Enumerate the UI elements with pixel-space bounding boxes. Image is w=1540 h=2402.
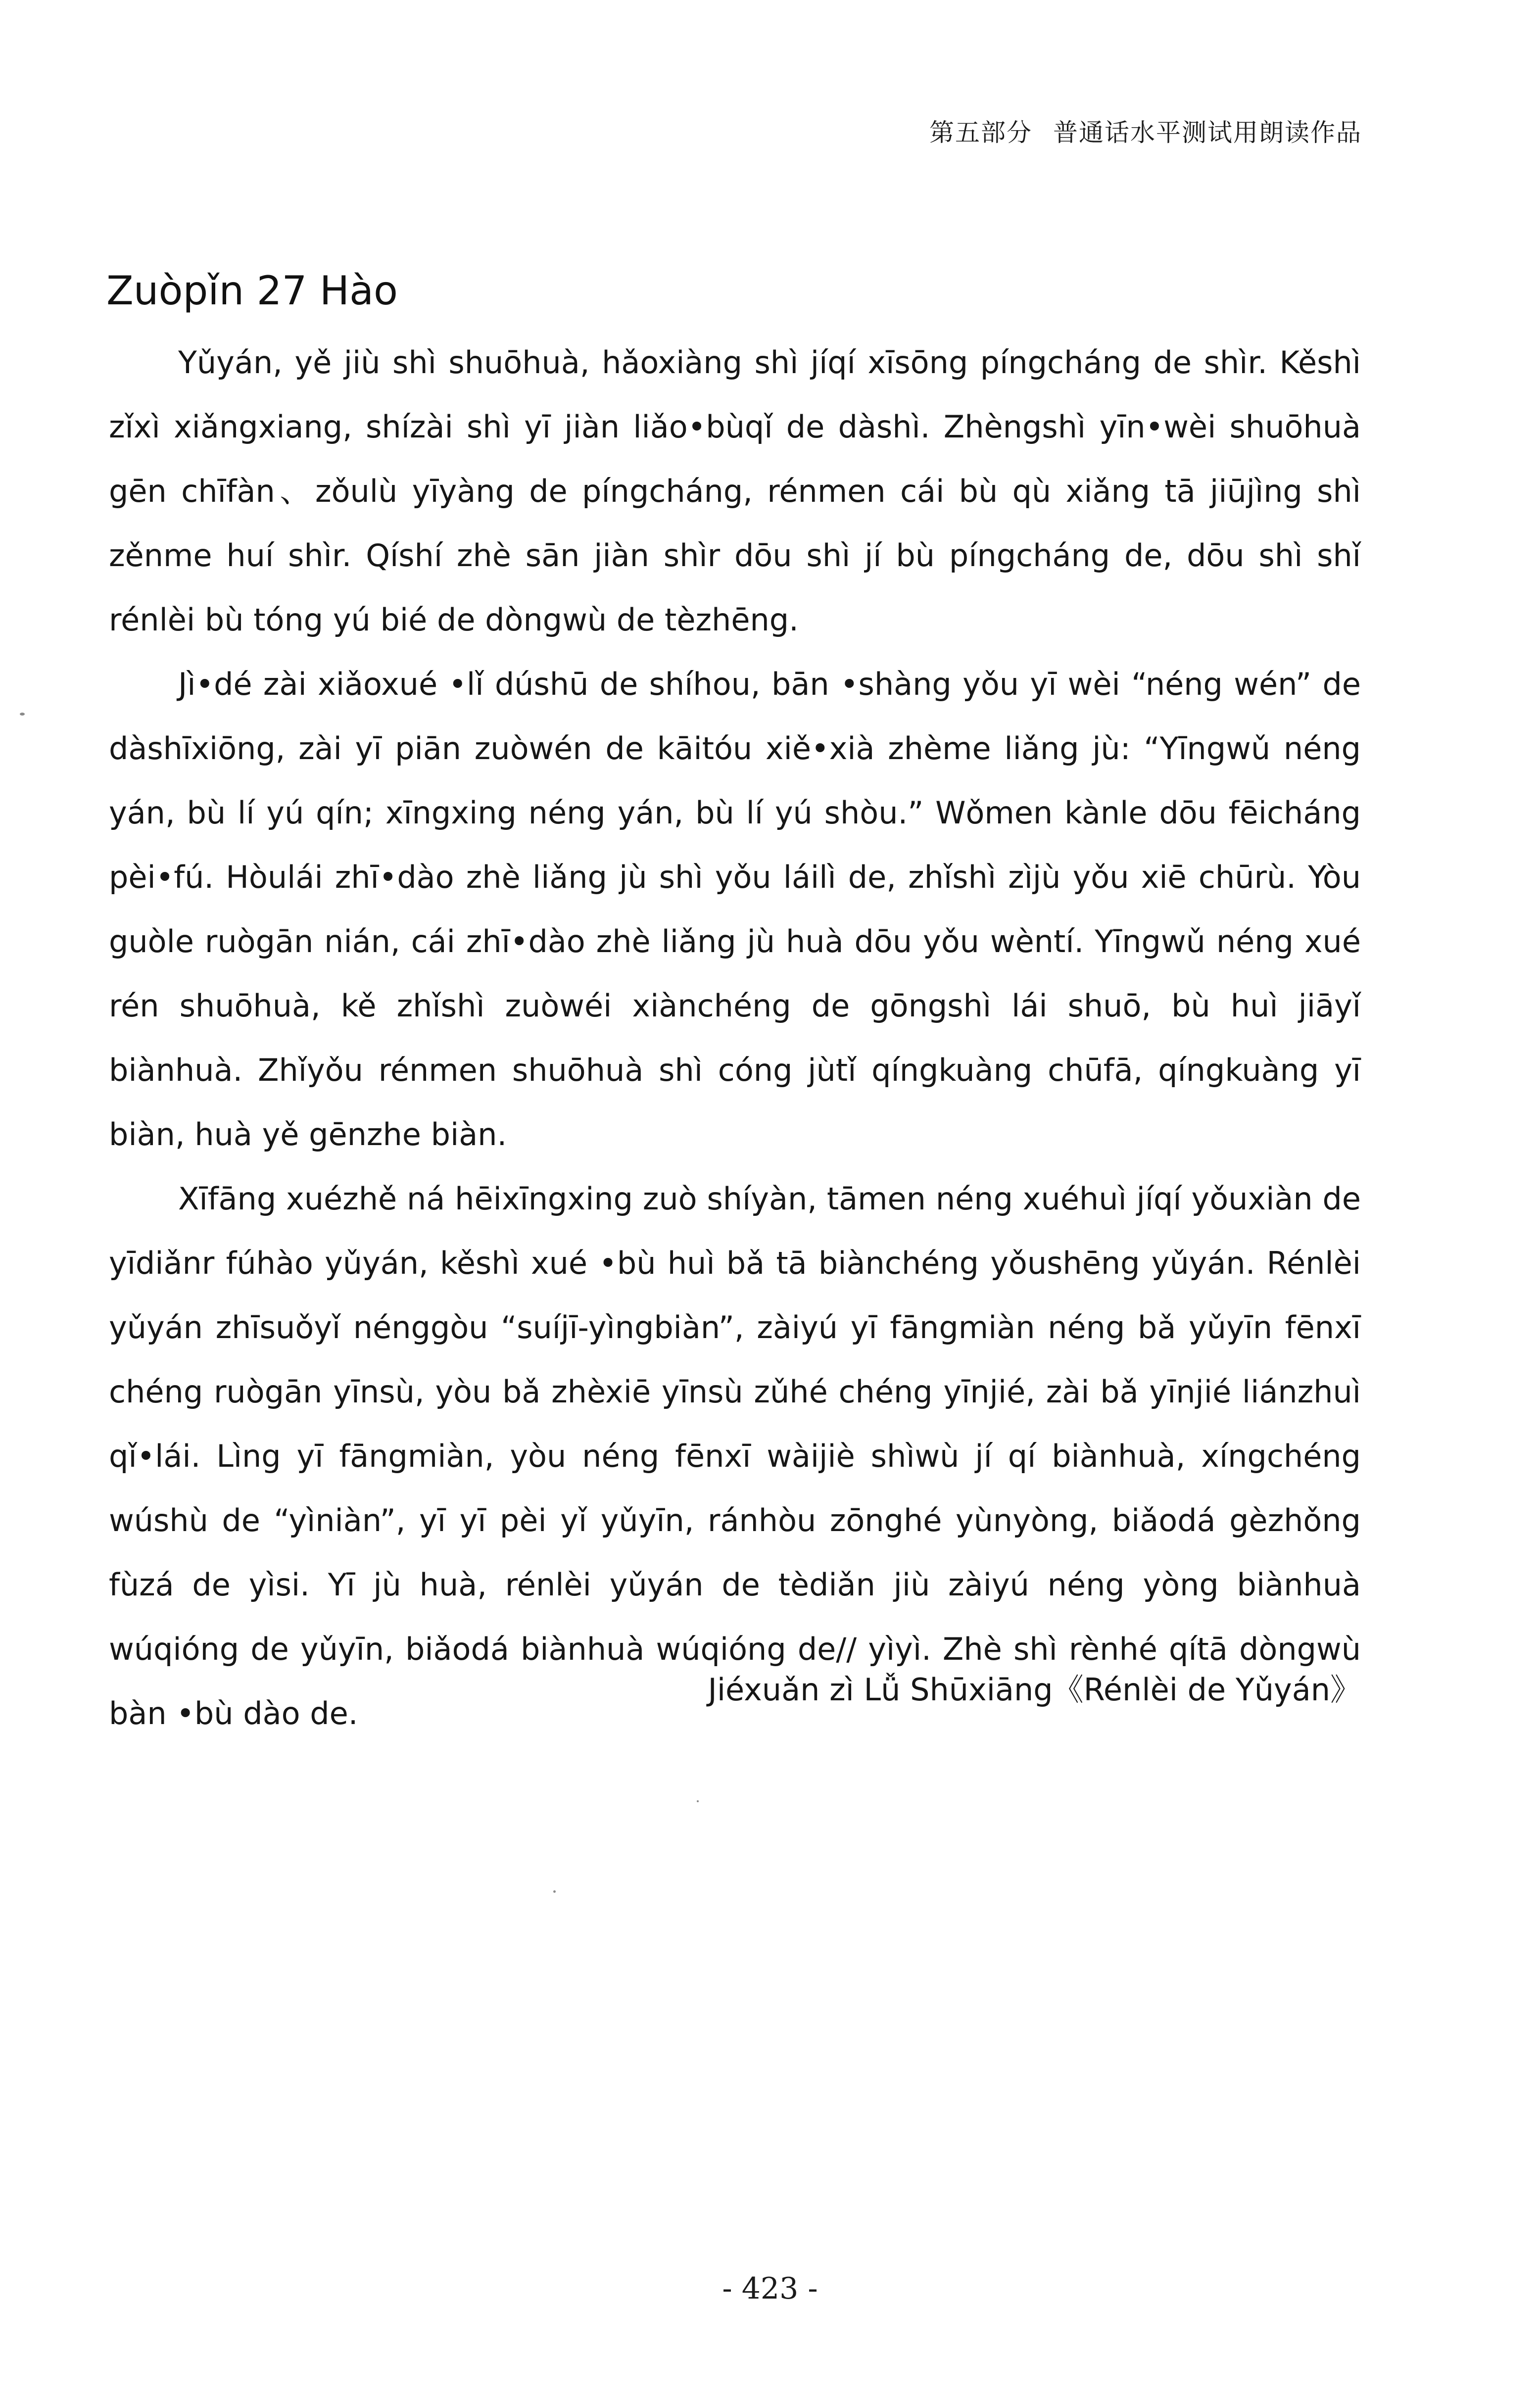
header-section-label: 普通话水平测试用朗读作品 <box>1053 118 1362 147</box>
scan-speck-mark <box>553 1890 556 1893</box>
work-title: Zuòpǐn 27 Hào <box>106 268 398 314</box>
page-number: - 423 - <box>722 2271 818 2306</box>
paragraph-2: Jì•dé zài xiǎoxué •lǐ dúshū de shíhou, bān •shàng yǒu yī wèi “néng wén” de dàshīxiōng, zài yī piān zuòwén de kāitóu xiě•xià zhème liǎng jù: “Yīngwǔ néng yán, bù lí yú qín; xīngxing néng yán, bù lí yú shòu.” Wǒmen kànle dōu fēicháng pèi•fú. Hòulái zhī•dào zhè liǎng jù shì yǒu láilì de, zhǐshì zìjù yǒu xiē chūrù. Yòu guòle ruògān nián, cái zhī•dào zhè liǎng jù huà dōu yǒu wèntí. Yīngwǔ néng xué rén shuōhuà, kě zhǐshì zuòwéi xiànchéng de gōngshì lái shuō, bù huì jiāyǐ biànhuà. Zhǐyǒu rénmen shuōhuà shì cóng jùtǐ qíngkuàng chūfā, qíngkuàng yī biàn, huà yě gēnzhe biàn. <box>109 666 1361 1153</box>
header-part-label: 第五部分 <box>929 118 1032 147</box>
scan-speck-mark <box>697 1800 699 1802</box>
paragraph-3: Xīfāng xuézhě ná hēixīngxing zuò shíyàn, tāmen néng xuéhuì jíqí yǒuxiàn de yīdiǎnr fúhào yǔyán, kěshì xué •bù huì bǎ tā biànchéng yǒushēng yǔyán. Rénlèi yǔyán zhīsuǒyǐ nénggòu “suíjī-yìngbiàn”, zàiyú yī fāngmiàn néng bǎ yǔyīn fēnxī chéng ruògān yīnsù, yòu bǎ zhèxiē yīnsù zǔhé chéng yīnjié, zài bǎ yīnjié liánzhuì qǐ•lái. Lìng yī fāngmiàn, yòu néng fēnxī wàijiè shìwù jí qí biànhuà, xíngchéng wúshù de “yìniàn”, yī yī pèi yǐ yǔyīn, ránhòu zōnghé yùnyòng, biǎodá gèzhǒng fùzá de yìsi. Yī jù huà, rénlèi yǔyán de tèdiǎn jiù zàiyú néng yòng biànhuà wúqióng de yǔyīn, biǎodá biànhuà wúqióng de// yìyì. Zhè shì rènhé qítā dòngwù bàn •bù dào de. <box>109 1181 1361 1731</box>
scan-speck-mark <box>20 713 25 716</box>
running-header <box>929 113 1362 148</box>
body-text <box>109 331 1361 1746</box>
paragraph-1: Yǔyán, yě jiù shì shuōhuà, hǎoxiàng shì jíqí xīsōng píngcháng de shìr. Kěshì zǐxì xiǎngxiang, shízài shì yī jiàn liǎo•bùqǐ de dàshì. Zhèngshì yīn•wèi shuōhuà gēn chīfàn、zǒulù yīyàng de píngcháng, rénmen cái bù qù xiǎng tā jiūjìng shì zěnme huí shìr. Qíshí zhè sān jiàn shìr dōu shì jí bù píngcháng de, dōu shì shǐ rénlèi bù tóng yú bié de dòngwù de tèzhēng. <box>109 344 1361 638</box>
source-citation: Jiéxuǎn zì Lǚ Shūxiāng《Rénlèi de Yǔyán》 <box>708 1672 1361 1708</box>
